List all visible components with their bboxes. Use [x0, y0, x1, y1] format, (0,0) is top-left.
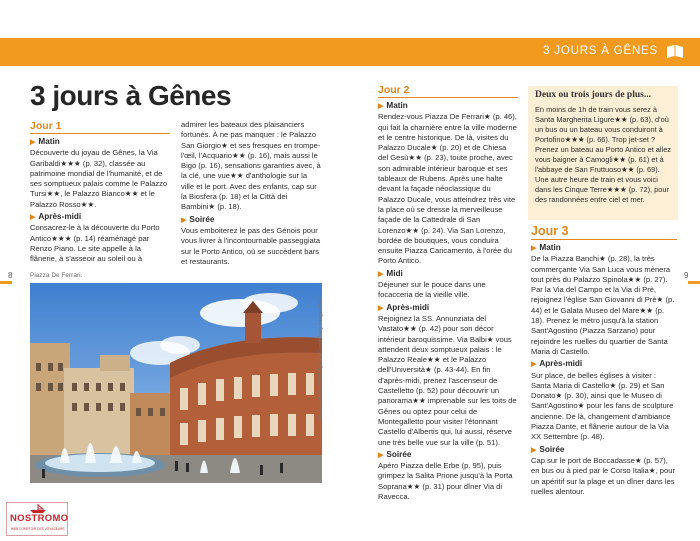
- triangle-icon: ▶: [531, 245, 537, 252]
- day1-column: [30, 120, 170, 267]
- day3-column: [531, 224, 677, 499]
- extra-days-box: [528, 86, 678, 220]
- day2-evening-text: Apéro Piazza delle Erbe (p. 95), puis grimpez la Salita Prione jusqu'à la Porta Soprana★★ (p. 31) pour dîner Via di Ravecca.: [378, 461, 513, 501]
- day3-evening-heading: ▶ Soirée: [531, 444, 565, 454]
- triangle-icon: ▶: [531, 361, 537, 369]
- extra-days-text: En moins de 1h de train vous serez à Santa Margherita Ligure★★ (p. 63), d'où un bus ou un bateau vous conduiront à Portofino★★★ (p. 66). Trop jet-set ? Prenez un bateau au Porto Antico et allez vous baigner à Camogli★★ (p. 61) et à l'abbaye de San Fruttuoso★★ (p. 69). Une autre heure de train et vous voici dans les Cinque Terre★★★ (p. 72), pour des randonnées entre ciel et mer.: [535, 105, 671, 204]
- day1-title: Jour 1: [30, 120, 62, 132]
- logo-name: NOSTROMO: [10, 513, 69, 524]
- day3-rule: [531, 239, 677, 240]
- day3-afternoon-text: Sur place, de belles églises à visiter : Santa Maria di Castello★ (p. 29) et San Donato★ (p. 30), ainsi que le Museo di Sant'Agostino★ pour les fans de sculpture ancienne. De là, changement d'ambiance Piazza Dante, et flânerie autour de la Via XX Settembre (p. 48).: [531, 370, 674, 442]
- day1-morning-heading: ▶ Matin: [30, 137, 60, 146]
- page-mark-right: [688, 281, 700, 284]
- day1-afternoon-cont: admirer les bateaux des plaisanciers fortunés. À ne pas manquer : le Palazzo San Giorgio★ et ses fresques en trompe-l'œil, l'Acquario★★ (p. 16), mais aussi le Bigo (p. 16), sensations garanties avec, à la clé, une vue★★ d'anthologie sur la ville et le port. Avec des enfants, cap sur la Biosfera (p. 18) et la Città dei Bambini★ (p. 18).: [181, 120, 321, 212]
- triangle-icon: ▶: [378, 451, 384, 459]
- logo-tagline: WEB COMPTOIR DES VOYAGEURS: [11, 527, 65, 531]
- day2-rule: [378, 97, 518, 98]
- photo-credit: Maurizio Rellini/SIME/Sylvain-Gresti/Getty Images/Pool: [318, 297, 324, 420]
- day1-afternoon-heading: ▶ Après-midi: [30, 212, 82, 222]
- day1-afternoon-text: Consacrez-le à la découverte du Porto Antico★★★ (p. 14) réaménagé par Renzo Piano. Le site appelle à la flânerie, à s'asseoir au soleil ou à: [30, 223, 160, 264]
- triangle-icon: ▶: [181, 216, 187, 224]
- day2-evening-heading: ▶ Soirée: [378, 449, 412, 459]
- day2-morning-heading: ▶ Matin: [378, 101, 408, 110]
- page-mark-left: [0, 281, 12, 284]
- photo-caption: Piazza De Ferrari.: [30, 272, 83, 279]
- day2-afternoon-heading: ▶ Après-midi: [378, 302, 430, 312]
- day1-rule: [30, 133, 170, 134]
- boat-icon: [29, 504, 47, 513]
- triangle-icon: ▶: [531, 446, 537, 454]
- day2-column: [378, 84, 518, 504]
- day2-morning-text: Rendez-vous Piazza De Ferrari★ (p. 46), qui fait la charnière entre la ville moderne et le centre historique. De là, visites du Palazzo Ducale★ (p. 20) et de Chiesa del Gesù★★ (p. 23), toute proche, avec son admirable intérieur baroque et ses tableaux de Rubens. Après une halte devant la façade néoclassique du Palazzo Ducale, vous atteindrez très vite la place où se dresse la merveilleuse façade de la Cattedrale di San Lorenzo★★ (p. 24). Via San Lorenzo, bordée de boutiques, vous conduira ensuite Piazza Caricamento, à l'orée du Porto Antico.: [378, 112, 517, 266]
- section-title: 3 JOURS À GÊNES: [543, 45, 658, 57]
- triangle-icon: ▶: [378, 304, 384, 312]
- page-title: 3 jours à Gênes: [30, 80, 232, 111]
- triangle-icon: ▶: [30, 139, 36, 146]
- day1-evening-heading: ▶ Soirée: [181, 214, 215, 224]
- day2-noon-text: Déjeuner sur le pouce dans une focacceria de la vieille ville.: [378, 280, 486, 300]
- triangle-icon: ▶: [30, 214, 36, 222]
- day1-column-cont: [181, 120, 321, 269]
- piazza-de-ferrari-photo: [30, 283, 322, 483]
- triangle-icon: ▶: [378, 103, 384, 110]
- day3-afternoon-heading: ▶ Après-midi: [531, 359, 583, 369]
- day2-afternoon-text: Rejoignez la SS. Annunziata del Vastato★★ (p. 42) pour son décor intérieur baroquissime. Via Balbi★ vous attendent deux somptueux palais : le Palazzo Reale★★ et le Palazzo dell'Università★ (p. 43-44). En fin d'après-midi, prenez l'ascenseur de Castelletto (p. 52) pour découvrir un panorama★★ imprenable sur les toits de Gênes ou optez pour celui de Montegalletto pour visiter l'étonnant Castello d'Albertis qui, lui aussi, réserve une très belle vue sur la ville (p. 51).: [378, 313, 517, 447]
- day1-evening-text: Vous emboiterez le pas des Génois pour vous livrer à l'incontournable passeggiata sur le Porto Antico, où se succèdent bars et restaurants.: [181, 225, 321, 266]
- day3-morning-heading: ▶ Matin: [531, 243, 561, 252]
- extra-days-title: Deux ou trois jours de plus...: [535, 90, 651, 100]
- day2-title: Jour 2: [378, 84, 410, 96]
- triangle-icon: ▶: [378, 270, 384, 278]
- day3-evening-text: Cap sur le port de Boccadasse★ (p. 57), en bus ou à pied par le Corso Italia★, pour un apéritif sur la plage et un dîner dans les ruelles alentour.: [531, 455, 676, 496]
- page-number-left: 8: [8, 271, 13, 280]
- guide-book-icon: [666, 44, 684, 60]
- day1-morning-text: Découverte du joyau de Gênes, la Via Garibaldi★★★ (p. 32), classée au patrimoine mondial de l'humanité, et de ses somptueux palais comme le Palazzo Tursi★★, le Palazzo Bianco★★ et le Palazzo Rosso★★.: [30, 148, 168, 209]
- day3-title: Jour 3: [531, 224, 569, 238]
- nostromo-logo[interactable]: [6, 502, 68, 536]
- page-number-right: 9: [684, 271, 689, 280]
- day2-noon-heading: ▶ Midi: [378, 268, 403, 278]
- day3-morning-text: De la Piazza Banchi★ (p. 28), la très commerçante Via San Luca vous mènera tout près du Palazzo Spinola★★ (p. 27). Par la Via del Campo et la Via di Prè, rejoignez l'église San Giovanni di Prè★ (p. 44) et le Galata Museo del Mare★★ (p. 18). Prenez le métro jusqu'à la station Sant'Agostino (Piazza Sarzano) pour rejoindre les ruelles du quartier de Santa Maria di Castello.: [531, 254, 675, 356]
